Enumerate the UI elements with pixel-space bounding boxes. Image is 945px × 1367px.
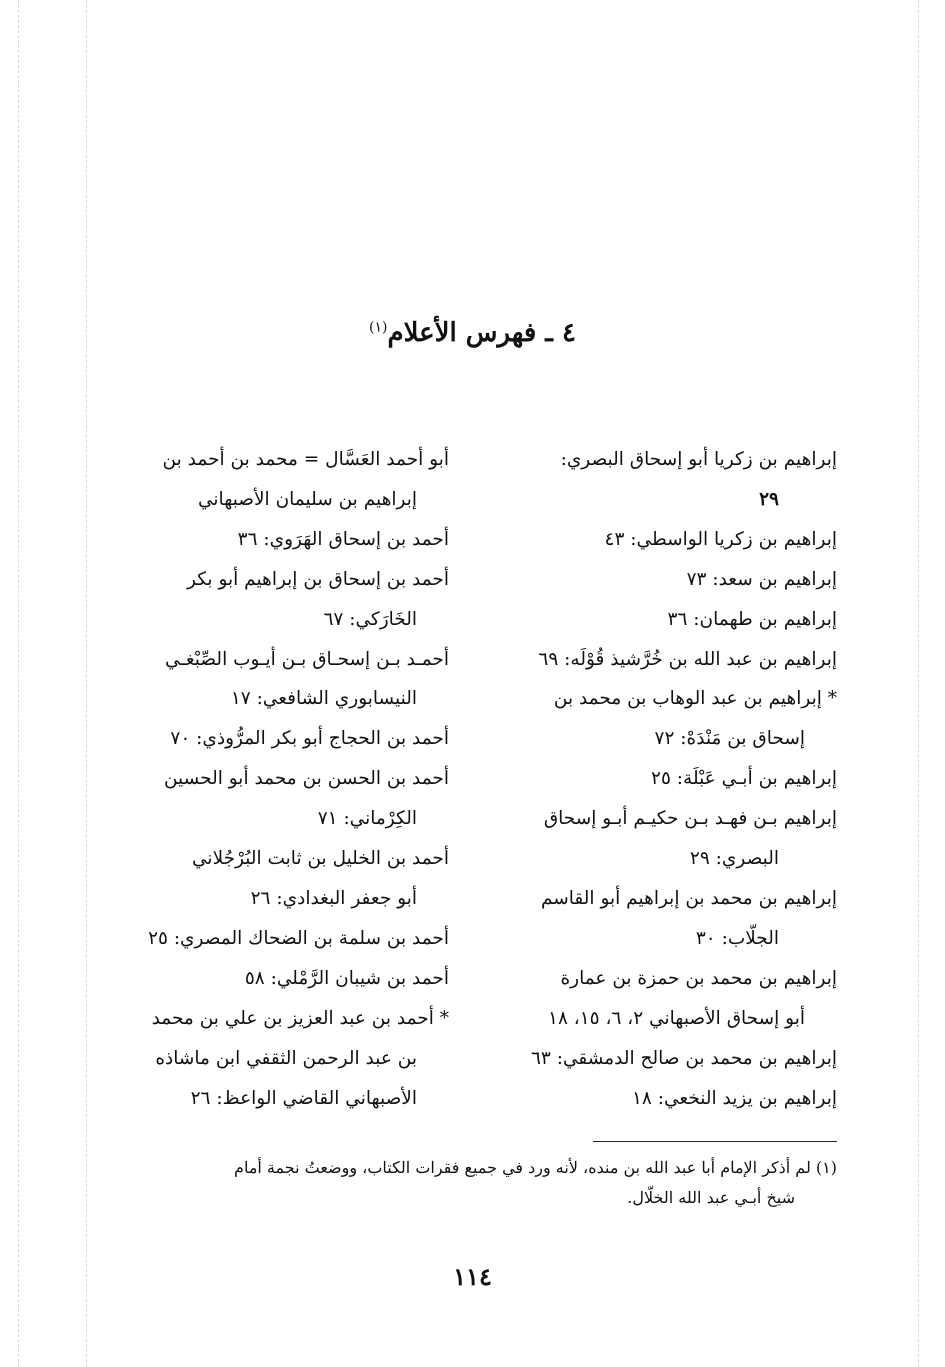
page-number: ١١٤ xyxy=(453,1262,492,1291)
index-entry xyxy=(107,999,449,1119)
entry-line-continued: الخَارَكي: ٦٧ xyxy=(323,608,417,630)
entry-line-continued: الأصبهاني القاضي الواعظ: ٢٦ xyxy=(190,1087,417,1109)
entry-line: أحمـد بـن إسحـاق بـن أيـوب الصِّبْغـي xyxy=(165,648,449,670)
footnote-line-continued: شيخ أبـي عبد الله الخلّال. xyxy=(627,1188,795,1207)
index-entry xyxy=(495,640,837,680)
index-entry xyxy=(495,1039,837,1079)
entry-line: أبو أحمد العَسَّال = محمد بن أحمد بن xyxy=(162,449,449,470)
entry-line: أحمد بن الحجاج أبو بكر المرُّوذي: ٧٠ xyxy=(170,728,449,750)
index-entry xyxy=(107,440,449,520)
entry-line: إبراهيم بن سعد: ٧٣ xyxy=(686,568,837,590)
index-entry xyxy=(495,560,837,600)
index-column-left xyxy=(107,440,449,1118)
index-entry xyxy=(107,520,449,560)
index-entry xyxy=(495,799,837,879)
index-entry xyxy=(107,759,449,839)
entry-line-continued: أبو إسحاق الأصبهاني ٢، ٦، ١٥، ١٨ xyxy=(548,1007,805,1029)
entry-line: إبراهيم بن محمد بن إبراهيم أبو القاسم xyxy=(540,887,837,909)
entry-line: أحمد بن سلمة بن الضحاك المصري: ٢٥ xyxy=(148,927,449,949)
entry-pages: ٢٩ xyxy=(759,488,779,510)
entry-line: * أحمد بن عبد العزيز بن علي بن محمد xyxy=(151,1007,449,1029)
index-entry xyxy=(495,1079,837,1119)
entry-line-continued: إسحاق بن مَنْدَهْ: ٧٢ xyxy=(654,728,805,750)
footnote-line: (١) لم أذكر الإمام أبا عبد الله بن منده، لأنه ورد في جميع فقرات الكتاب، ووضعتُ نجمة أمام xyxy=(234,1158,837,1177)
entry-line: إبراهيم بـن فهـد بـن حكيـم أبـو إسحاق xyxy=(543,808,837,830)
entry-line-continued: أبو جعفر البغدادي: ٢٦ xyxy=(250,887,417,909)
entry-line: أحمد بن إسحاق بن إبراهيم أبو بكر xyxy=(186,568,449,590)
entry-line-continued: بن عبد الرحمن الثقفي ابن ماشاذه xyxy=(155,1047,417,1069)
footnote-divider xyxy=(593,1141,837,1142)
entry-line-continued: النيسابوري الشافعي: ١٧ xyxy=(230,688,417,710)
entry-line: أحمد بن الحسن بن محمد أبو الحسين xyxy=(163,768,449,790)
index-entry xyxy=(495,440,837,520)
entry-line-continued: الجلّاب: ٣٠ xyxy=(695,927,779,949)
entry-line: إبراهيم بن محمد بن صالح الدمشقي: ٦٣ xyxy=(530,1047,837,1069)
entry-line: إبراهيم بن محمد بن حمزة بن عمارة xyxy=(560,967,837,989)
index-entry xyxy=(495,959,837,1039)
entry-line: إبراهيم بن طهمان: ٣٦ xyxy=(667,608,837,630)
title-footnote-mark: (١) xyxy=(369,319,388,336)
entry-line: أحمد بن شيبان الرَّمْلي: ٥٨ xyxy=(244,967,449,989)
entry-line: إبراهيم بن يزيد النخعي: ١٨ xyxy=(631,1087,837,1109)
scan-margin-line xyxy=(18,0,19,1367)
entry-line: إبراهيم بن عبد الله بن خُرَّشيذ قُوْلَه: ٦٩ xyxy=(538,648,837,670)
entry-line-continued: إبراهيم بن سليمان الأصبهاني xyxy=(197,488,417,510)
index-entry xyxy=(107,719,449,759)
index-entry xyxy=(107,640,449,720)
entry-line: أحمد بن الخليل بن ثابت البُرْجُلاني xyxy=(192,848,449,870)
index-column-right xyxy=(495,440,837,1118)
index-entry xyxy=(107,919,449,959)
index-entry xyxy=(107,839,449,919)
footnote xyxy=(109,1153,837,1213)
index-entry xyxy=(495,879,837,959)
entry-line: إبراهيم بن زكريا الواسطي: ٤٣ xyxy=(604,528,837,550)
entry-line-continued: الكِرْماني: ٧١ xyxy=(317,808,417,830)
entry-line: * إبراهيم بن عبد الوهاب بن محمد بن xyxy=(553,688,837,710)
page-title-text: ٤ ـ فهرس الأعلام xyxy=(387,318,576,348)
entry-line: أحمد بن إسحاق الهَرَوي: ٣٦ xyxy=(237,528,449,550)
entry-line-continued: البصري: ٢٩ xyxy=(689,848,779,870)
index-entry xyxy=(495,600,837,640)
scan-margin-line xyxy=(86,0,87,1367)
scan-margin-line xyxy=(918,0,919,1367)
page-title xyxy=(0,318,945,348)
entry-line: إبراهيم بن زكريا أبو إسحاق البصري: xyxy=(560,449,837,470)
index-entry xyxy=(495,759,837,799)
entry-line: إبراهيم بن أبـي عَبْلَة: ٢٥ xyxy=(651,768,837,790)
index-entry xyxy=(495,520,837,560)
index-entry xyxy=(107,560,449,640)
index-entry xyxy=(107,959,449,999)
index-entry xyxy=(495,679,837,759)
